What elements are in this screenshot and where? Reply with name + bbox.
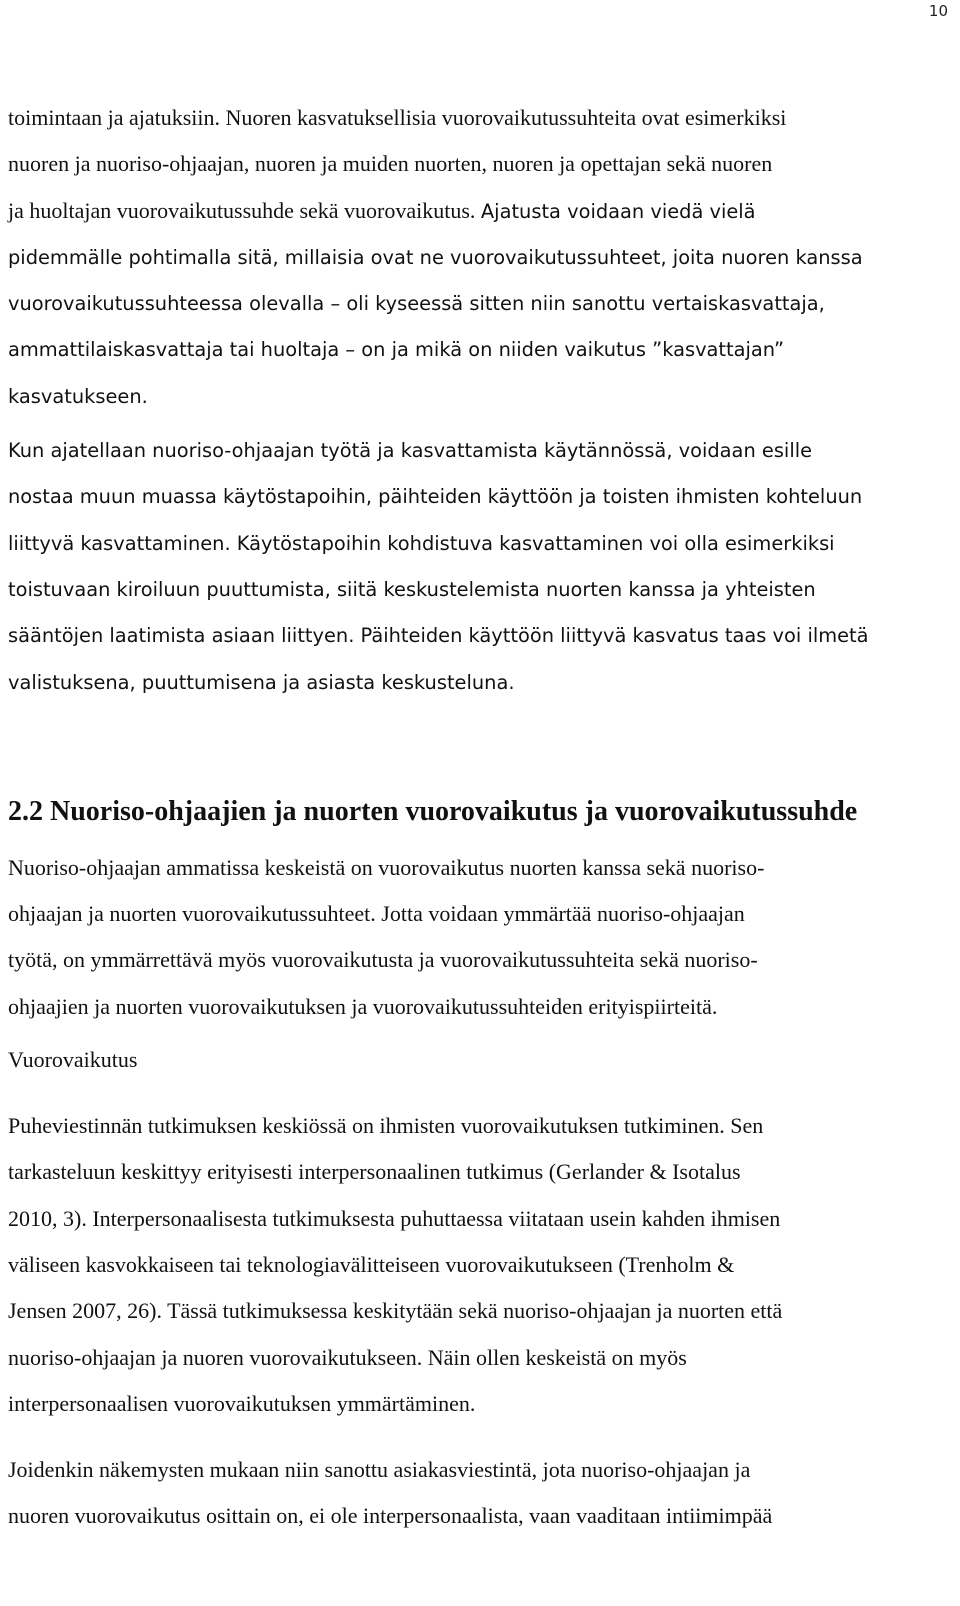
text-line: nuoren vuorovaikutus osittain on, ei ole interpersonaalista, vaan vaaditaan intiimimpää (8, 1503, 773, 1529)
text-line: vuorovaikutussuhteessa olevalla – oli kyseessä sitten niin sanottu vertaiskasvattaja, (8, 292, 825, 316)
text-line: tarkasteluun keskittyy erityisesti interpersonaalinen tutkimus (Gerlander & Isotalus (8, 1159, 741, 1185)
paragraph-client-communication (8, 1447, 953, 1540)
subsection-heading: Vuorovaikutus (8, 1047, 138, 1073)
text-line (8, 188, 953, 235)
text-line: Kun ajatellaan nuoriso-ohjaajan työtä ja kasvattamista käytännössä, voidaan esille (8, 439, 813, 463)
text-line: Jensen 2007, 26). Tässä tutkimuksessa keskitytään sekä nuoriso-ohjaajan ja nuorten että (8, 1298, 783, 1324)
text-line: valistuksena, puuttumisena ja asiasta keskusteluna. (8, 670, 515, 694)
text-line: ammattilaiskasvattaja tai huoltaja – on ja mikä on niiden vaikutus ”kasvattajan” (8, 338, 785, 362)
text-line: sääntöjen laatimista asiaan liittyen. Päihteiden käyttöön liittyvä kasvatus taas voi ilmetä (8, 624, 869, 648)
text-line: pidemmälle pohtimalla sitä, millaisia ovat ne vuorovaikutussuhteet, joita nuoren kanssa (8, 245, 863, 269)
text-segment: ja huoltajan vuorovaikutussuhde sekä vuorovaikutus. (8, 197, 476, 223)
text-line: Puheviestinnän tutkimuksen keskiössä on ihmisten vuorovaikutuksen tutkiminen. Sen (8, 1113, 764, 1139)
paragraph-intro (8, 95, 953, 420)
paragraph-theory (8, 1103, 953, 1427)
page-number: 10 (928, 2, 948, 20)
text-line: toimintaan ja ajatuksiin. Nuoren kasvatuksellisia vuorovaikutussuhteita ovat esimerkiksi (8, 105, 787, 130)
text-line: toistuvaan kiroiluun puuttumista, siitä keskustelemista nuorten kanssa ja yhteisten (8, 577, 816, 601)
paragraph-practice (8, 428, 953, 706)
text-line: nuoren ja nuoriso-ohjaajan, nuoren ja muiden nuorten, nuoren ja opettajan sekä nuoren (8, 151, 773, 177)
text-line: liittyvä kasvattaminen. Käytöstapoihin kohdistuva kasvattaminen voi olla esimerkiksi (8, 531, 835, 555)
text-line: interpersonaalisen vuorovaikutuksen ymmärtäminen. (8, 1390, 476, 1416)
paragraph-section-intro (8, 845, 953, 1030)
text-line: työtä, on ymmärrettävä myös vuorovaikutusta ja vuorovaikutussuhteita sekä nuoriso- (8, 947, 758, 973)
document-body (8, 95, 953, 1540)
text-line: Joidenkin näkemysten mukaan niin sanottu asiakasviestintä, jota nuoriso-ohjaajan ja (8, 1457, 751, 1483)
text-segment-sans: Ajatusta voidaan viedä vielä (480, 199, 756, 223)
text-line: kasvatukseen. (8, 384, 148, 408)
text-line: väliseen kasvokkaiseen tai teknologiavälitteiseen vuorovaikutukseen (Trenholm & (8, 1251, 735, 1277)
text-line: nuoriso-ohjaajan ja nuoren vuorovaikutukseen. Näin ollen keskeistä on myös (8, 1344, 687, 1370)
text-line: Nuoriso-ohjaajan ammatissa keskeistä on vuorovaikutus nuorten kanssa sekä nuoriso- (8, 854, 765, 880)
text-line: nostaa muun muassa käytöstapoihin, päihteiden käyttöön ja toisten ihmisten kohteluun (8, 485, 863, 509)
text-line: ohjaajan ja nuorten vuorovaikutussuhteet. Jotta voidaan ymmärtää nuoriso-ohjaajan (8, 901, 745, 927)
text-line: 2010, 3). Interpersonaalisesta tutkimuksesta puhuttaessa viitataan usein kahden ihmisen (8, 1205, 781, 1231)
text-line: ohjaajien ja nuorten vuorovaikutuksen ja vuorovaikutussuhteiden erityispiirteitä. (8, 993, 718, 1019)
section-heading: 2.2 Nuoriso-ohjaajien ja nuorten vuorovaikutus ja vuorovaikutussuhde (8, 795, 858, 827)
